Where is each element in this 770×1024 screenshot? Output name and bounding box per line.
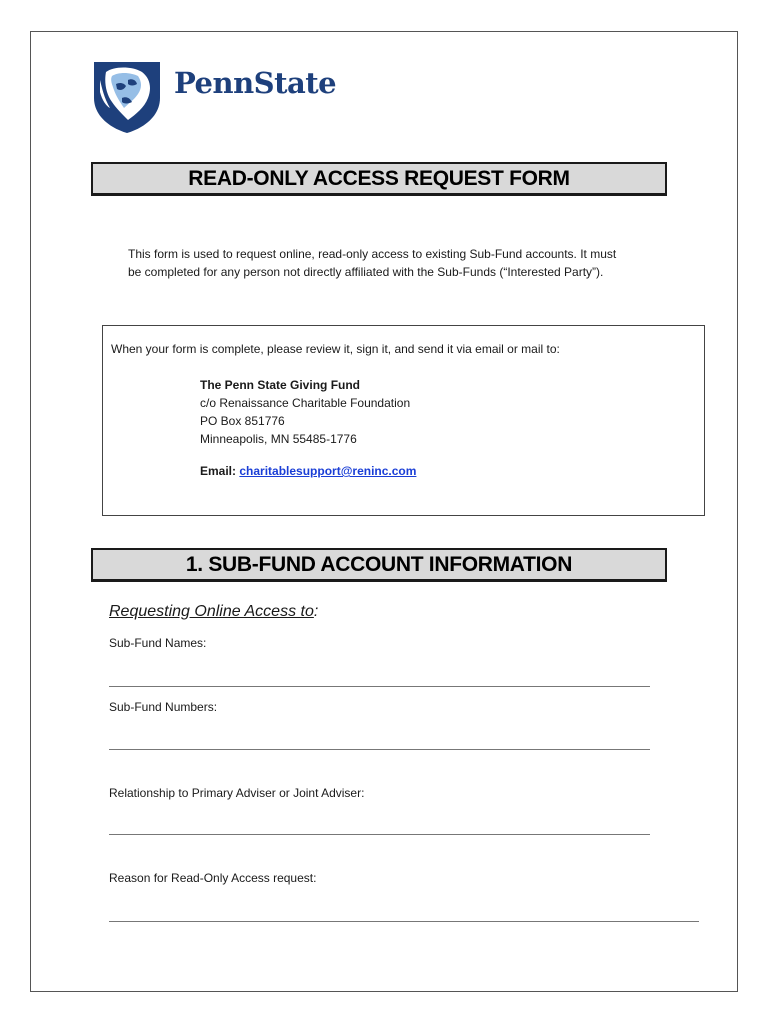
email-link[interactable]: charitablesupport@reninc.com: [239, 464, 417, 478]
reason-label: Reason for Read-Only Access request:: [109, 871, 317, 885]
relationship-label: Relationship to Primary Adviser or Joint Adviser:: [109, 786, 365, 800]
intro-line: be completed for any person not directly affiliated with the Sub-Funds (“Interested Party”).: [128, 265, 604, 279]
mailing-info-box: [102, 325, 705, 516]
subfund-names-label: Sub-Fund Names:: [109, 636, 207, 650]
mailing-address: [200, 376, 410, 448]
subfund-numbers-field[interactable]: [109, 749, 650, 750]
subheading-text: Requesting Online Access to: [109, 603, 314, 620]
email-row: [200, 464, 416, 478]
relationship-field[interactable]: [109, 834, 650, 835]
intro-line: This form is used to request online, read-only access to existing Sub-Fund accounts. It must: [128, 247, 617, 261]
address-line: PO Box 851776: [200, 414, 285, 428]
intro-paragraph: [128, 245, 648, 281]
section-subheading: [109, 603, 318, 621]
recipient-org: The Penn State Giving Fund: [200, 378, 361, 392]
reason-field[interactable]: [109, 921, 699, 922]
section-1-banner: 1. SUB-FUND ACCOUNT INFORMATION: [91, 548, 667, 582]
submission-instructions: When your form is complete, please review it, sign it, and send it via email or mail to:: [111, 342, 560, 356]
nittany-lion-shield-icon: [92, 58, 162, 134]
pennstate-logo: [92, 58, 352, 134]
subfund-numbers-label: Sub-Fund Numbers:: [109, 700, 218, 714]
subfund-names-field[interactable]: [109, 686, 650, 687]
email-label: Email:: [200, 464, 237, 478]
address-line: Minneapolis, MN 55485-1776: [200, 432, 357, 446]
brand-wordmark: PennState: [174, 66, 337, 100]
subheading-colon: :: [313, 603, 319, 620]
address-line: c/o Renaissance Charitable Foundation: [200, 396, 411, 410]
form-title-banner: READ-ONLY ACCESS REQUEST FORM: [91, 162, 667, 196]
